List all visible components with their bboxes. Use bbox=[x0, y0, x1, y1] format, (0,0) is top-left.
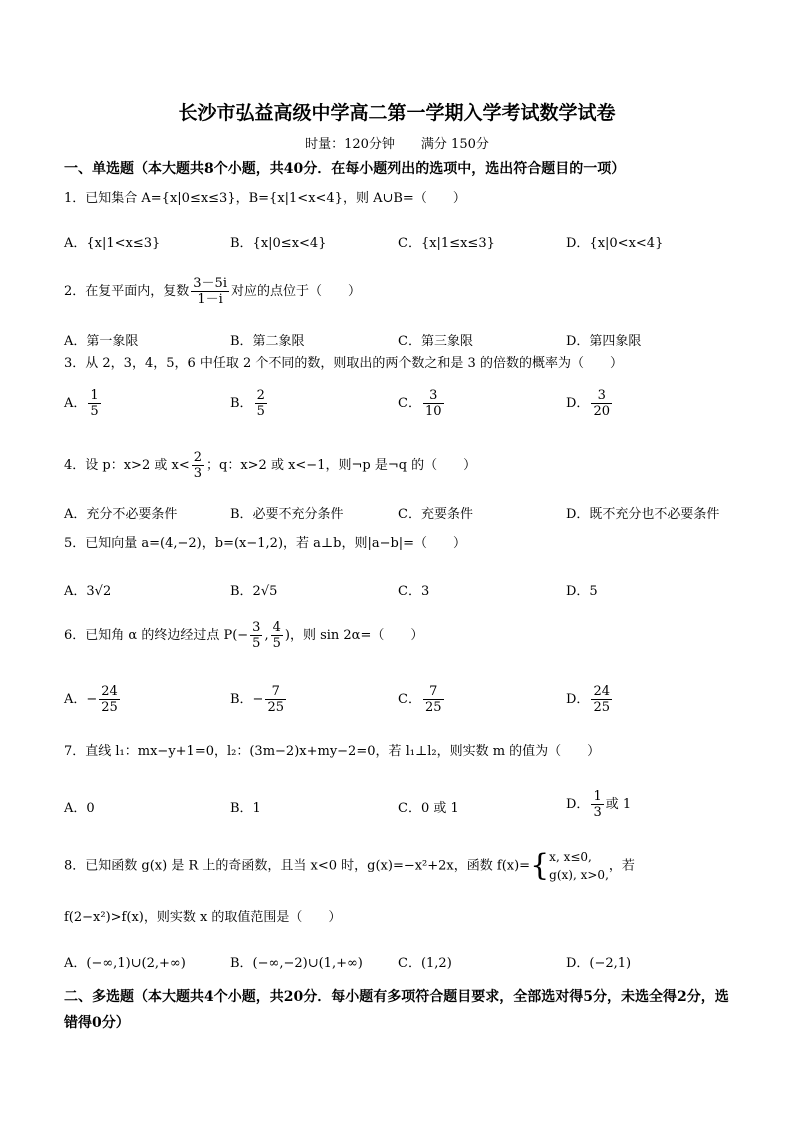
q8-after: ，若 bbox=[608, 858, 635, 874]
q6-c-label: C． bbox=[398, 692, 421, 707]
q3-option-b-label: B． bbox=[230, 396, 253, 411]
q6-option-c bbox=[398, 684, 446, 715]
q4-option-b: B．必要不充分条件 bbox=[230, 507, 344, 522]
q7-d-post: 或 1 bbox=[605, 797, 632, 812]
q1-option-c: C．{x|1≤x≤3} bbox=[398, 236, 495, 251]
q6-den1: 5 bbox=[252, 636, 261, 651]
q6-d-num: 24 bbox=[593, 684, 610, 699]
exam-info: 时量：120分钟 满分 150分 bbox=[305, 137, 489, 152]
q1-option-a: A．{x|1<x≤3} bbox=[64, 236, 161, 251]
q4-fraction bbox=[192, 450, 204, 481]
q4-den: 3 bbox=[193, 466, 202, 481]
q6-a-frac bbox=[99, 684, 120, 715]
q6-c-den: 25 bbox=[424, 700, 442, 715]
q5-option-a: A．3√2 bbox=[64, 584, 112, 599]
q4-post: ；q：x>2 或 x<−1，则¬p 是¬q 的（ ） bbox=[206, 458, 477, 473]
q3-b-den: 5 bbox=[256, 404, 265, 419]
q8-piecewise bbox=[549, 848, 609, 884]
q6-comma: , bbox=[264, 628, 269, 643]
q7-d-den: 3 bbox=[593, 805, 602, 820]
q6-b-frac bbox=[265, 684, 286, 715]
q3-option-c bbox=[398, 388, 446, 419]
q6-num2: 4 bbox=[272, 620, 281, 635]
q4-option-d: D．既不充分也不必要条件 bbox=[566, 507, 720, 522]
q2-den: 1－i bbox=[197, 292, 223, 307]
q3-option-b bbox=[230, 388, 269, 419]
q2-option-c: C．第三象限 bbox=[398, 334, 473, 349]
q6-b-den: 25 bbox=[267, 700, 284, 715]
q6-c-frac bbox=[423, 684, 444, 715]
q4-option-a: A．充分不必要条件 bbox=[64, 507, 178, 522]
q3-c-den: 10 bbox=[424, 404, 442, 419]
q3-option-a-frac bbox=[88, 388, 100, 419]
q4-stem bbox=[64, 450, 476, 481]
section1-heading: 一、单选题（本大题共8个小题，共40分．在每小题列出的选项中，选出符合题目的一项） bbox=[64, 161, 626, 177]
q6-a-num: 24 bbox=[101, 684, 118, 699]
q6-a-label: A．− bbox=[64, 692, 98, 707]
q8-case2: g(x), x>0, bbox=[549, 868, 609, 882]
q7-option-c: C．0 或 1 bbox=[398, 801, 459, 816]
q6-b-label: B．− bbox=[230, 692, 264, 707]
q2-post: 对应的点位于（ ） bbox=[230, 284, 361, 299]
q8-line1 bbox=[64, 848, 635, 884]
q3-d-den: 20 bbox=[593, 404, 610, 419]
q8-line1-text: 8．已知函数 g(x) 是 R 上的奇函数，且当 x<0 时，g(x)=−x²+2x，函数 f(x)= bbox=[64, 858, 531, 874]
q8-option-d: D．(−2,1) bbox=[566, 956, 632, 971]
q2-option-d: D．第四象限 bbox=[566, 334, 642, 349]
q7-d-num: 1 bbox=[593, 789, 602, 804]
q4-num: 2 bbox=[193, 450, 202, 465]
q6-pre: 6．已知角 α 的终边经过点 P(− bbox=[64, 628, 249, 643]
q4-option-c: C．充要条件 bbox=[398, 507, 473, 522]
page-title: 长沙市弘益高级中学高二第一学期入学考试数学试卷 bbox=[178, 102, 616, 124]
q7-option-b: B．1 bbox=[230, 801, 261, 816]
q1-stem: 1．已知集合 A={x|0≤x≤3}，B={x|1<x<4}，则 A∪B=（ ） bbox=[64, 191, 466, 206]
q6-option-a bbox=[64, 684, 122, 715]
q6-post: )，则 sin 2α=（ ） bbox=[284, 628, 424, 643]
q6-d-den: 25 bbox=[593, 700, 610, 715]
q8-option-b: B．(−∞,−2)∪(1,+∞) bbox=[230, 956, 363, 971]
q7-d-label: D． bbox=[566, 797, 590, 812]
q8-option-c: C．(1,2) bbox=[398, 956, 452, 971]
q7-d-frac bbox=[591, 789, 603, 820]
q6-den2: 5 bbox=[272, 636, 281, 651]
q6-d-label: D． bbox=[566, 692, 590, 707]
q3-stem: 3．从 2，3，4，5，6 中任取 2 个不同的数，则取出的两个数之和是 3 的倍数的概率为（ ） bbox=[64, 356, 623, 371]
q3-d-num: 3 bbox=[591, 388, 612, 404]
q6-option-d bbox=[566, 684, 614, 715]
q6-option-b bbox=[230, 684, 288, 715]
q3-a-num: 1 bbox=[90, 388, 99, 403]
q5-stem: 5．已知向量 a=(4,−2)，b=(x−1,2)，若 a⊥b，则|a−b|=（ ） bbox=[64, 536, 467, 551]
q3-option-b-frac bbox=[255, 388, 267, 419]
q3-option-a bbox=[64, 388, 103, 419]
q3-option-d-label: D． bbox=[566, 396, 590, 411]
q6-frac2 bbox=[271, 620, 283, 651]
q3-option-d bbox=[566, 388, 614, 419]
q8-case1: x, x≤0, bbox=[549, 850, 592, 864]
q3-a-den: 5 bbox=[90, 404, 99, 419]
q3-c-num: 3 bbox=[423, 388, 444, 404]
q2-option-a: A．第一象限 bbox=[64, 334, 139, 349]
q6-d-frac bbox=[591, 684, 612, 715]
q2-fraction bbox=[191, 276, 229, 307]
q4-pre: 4．设 p：x>2 或 x< bbox=[64, 458, 190, 473]
q5-option-c: C．3 bbox=[398, 584, 430, 599]
q6-b-num: 7 bbox=[265, 684, 286, 700]
q7-option-d bbox=[566, 789, 631, 820]
q8-brace: { bbox=[530, 848, 550, 883]
q3-option-a-label: A． bbox=[64, 396, 87, 411]
q2-stem bbox=[64, 276, 361, 307]
q2-num: 3－5i bbox=[193, 276, 227, 291]
q2-pre: 2．在复平面内，复数 bbox=[64, 284, 190, 299]
q6-c-num: 7 bbox=[423, 684, 444, 700]
q6-a-den: 25 bbox=[101, 700, 118, 715]
q2-option-b: B．第二象限 bbox=[230, 334, 305, 349]
q8-line2: f(2−x²)>f(x)，则实数 x 的取值范围是（ ） bbox=[64, 910, 342, 925]
q3-option-c-frac bbox=[423, 388, 444, 419]
q6-stem bbox=[64, 620, 423, 651]
q8-option-a: A．(−∞,1)∪(2,+∞) bbox=[64, 956, 186, 971]
q5-option-d: D．5 bbox=[566, 584, 598, 599]
section2-heading: 二、多选题（本大题共4个小题，共20分．每小题有多项符合题目要求，全部选对得5分，未选全得2分，选错得0分） bbox=[64, 989, 729, 1031]
q3-option-c-label: C． bbox=[398, 396, 421, 411]
q5-option-b: B．2√5 bbox=[230, 584, 278, 599]
q6-num1: 3 bbox=[252, 620, 261, 635]
q6-frac1 bbox=[250, 620, 262, 651]
q7-option-a: A．0 bbox=[64, 801, 95, 816]
q1-option-d: D．{x|0<x<4} bbox=[566, 236, 664, 251]
q7-stem: 7．直线 l₁：mx−y+1=0，l₂：(3m−2)x+my−2=0，若 l₁⊥l₂，则实数 m 的值为（ ） bbox=[64, 744, 601, 759]
q3-b-num: 2 bbox=[256, 388, 265, 403]
q1-option-b: B．{x|0≤x<4} bbox=[230, 236, 327, 251]
q3-option-d-frac bbox=[591, 388, 612, 419]
